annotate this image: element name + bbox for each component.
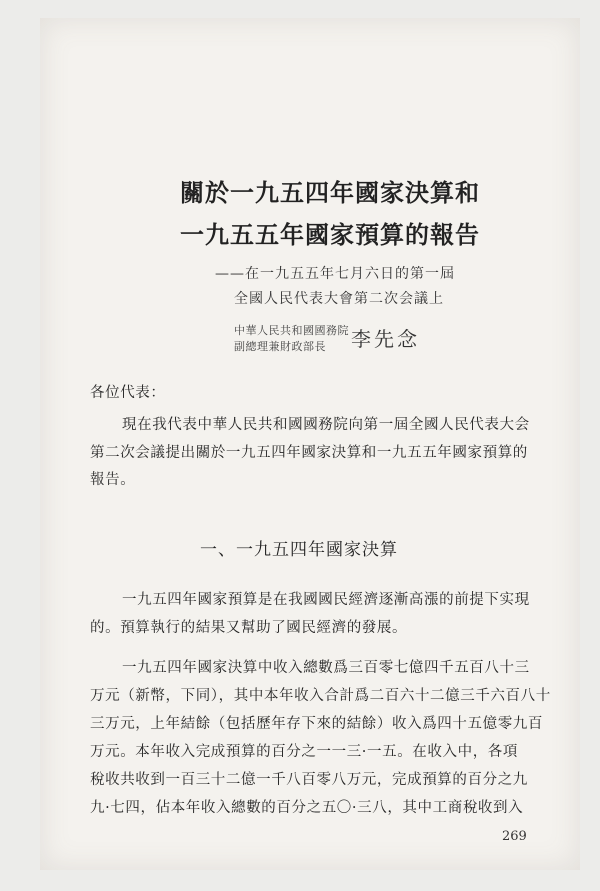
intro-line-2: 第二次会議提出關於一九五四年國家決算和一九五五年國家預算的 (90, 445, 528, 461)
subtitle-line-1: ——在一九五五年七月六日的第一屆 (215, 266, 455, 282)
document-page (40, 18, 580, 870)
author-org-line-2: 副總理兼財政部長 (234, 340, 326, 353)
paragraph2-line-3: 三万元，上年結餘（包括歷年存下來的結餘）收入爲四十五億零九百 (90, 716, 543, 732)
paragraph2-line-1: 一九五四年國家決算中收入總數爲三百零七億四千五百八十三 (122, 660, 530, 676)
paragraph1-line-1: 一九五四年國家預算是在我國國民經濟逐漸高漲的前提下实現 (122, 592, 530, 608)
paragraph1-line-2: 的。預算執行的結果又幫助了國民經濟的發展。 (90, 620, 408, 636)
paragraph2-line-2: 万元（新幣，下同），其中本年收入合計爲二百六十二億三千六百八十 (90, 688, 551, 704)
title-line-1: 關於一九五四年國家決算和 (180, 178, 480, 207)
page-number: 269 (502, 829, 527, 844)
author-name: 李先念 (351, 327, 420, 351)
salutation: 各位代表： (90, 385, 166, 401)
title-line-2: 一九五五年國家預算的報告 (180, 220, 480, 249)
author-org-line-1: 中華人民共和國國務院 (234, 324, 349, 337)
intro-line-3: 報告。 (90, 472, 136, 488)
paragraph2-line-4: 万元。本年收入完成預算的百分之一一三·一五。在收入中，各項 (90, 744, 519, 760)
intro-line-1: 現在我代表中華人民共和國國務院向第一屆全國人民代表大会 (122, 417, 530, 433)
paragraph2-line-6: 九·七四，佔本年收入總數的百分之五〇·三八，其中工商稅收到入 (90, 800, 524, 816)
subtitle-line-2: 全國人民代表大會第二次会議上 (234, 291, 444, 307)
section-heading: 一、一九五四年國家決算 (200, 540, 398, 560)
paragraph2-line-5: 稅收共收到一百三十二億一千八百零八万元，完成預算的百分之九 (90, 772, 528, 788)
